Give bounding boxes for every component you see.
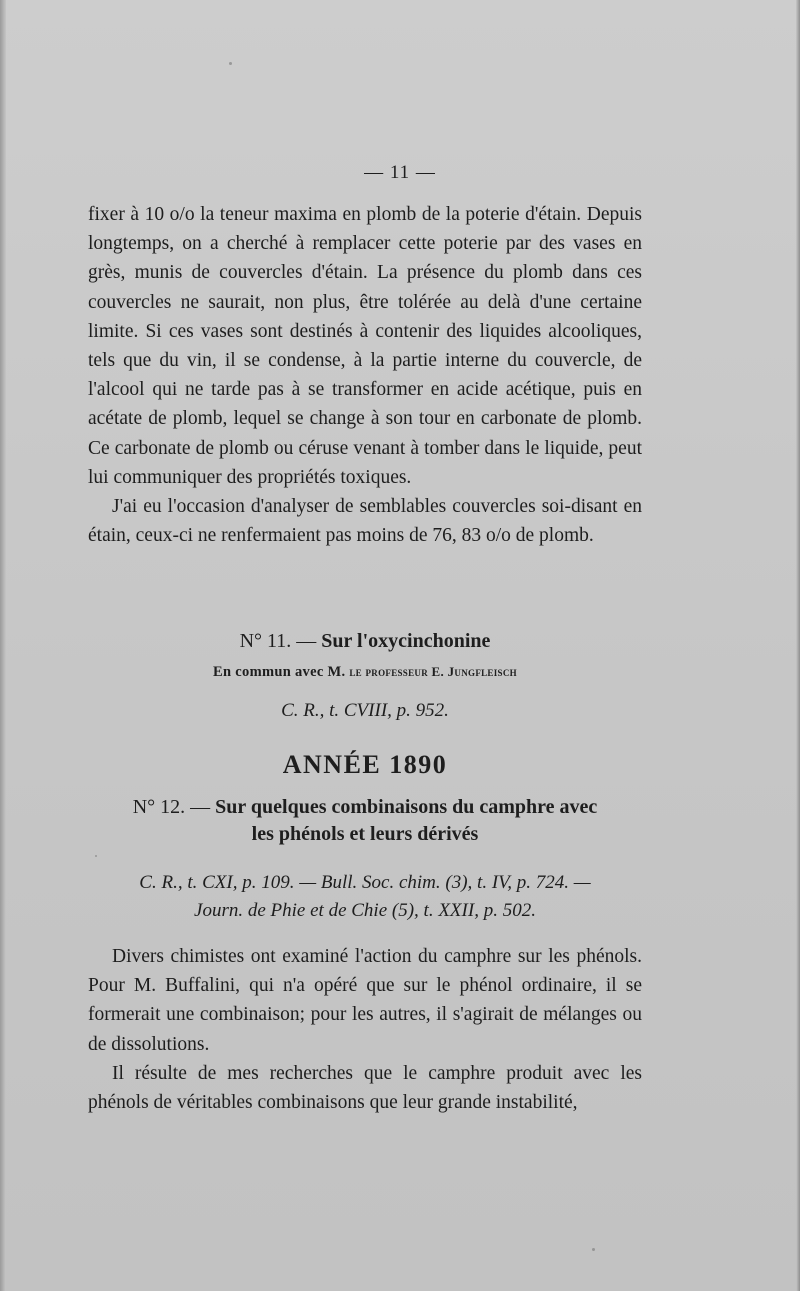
paper-speck (592, 1248, 595, 1251)
intro-text (88, 200, 642, 550)
section-12-reference (88, 869, 642, 925)
section-11-heading (88, 630, 642, 653)
section-12-title-part-1: Sur quelques combinaisons du camphre avec (215, 796, 598, 818)
intro-paragraph-1: fixer à 10 o/o la teneur maxima en plomb de la poterie d'étain. Depuis longtemps, on a cherché à remplacer cette poterie par des vases en grès, munis de couvercles d'étain. La présence du plomb dans ces couvercles ne saurait, non plus, être tolérée au delà d'une certaine limite. Si ces vases sont destinés à contenir des liquides alcooliques, tels que du vin, il se condense, à la partie interne du couvercle, de l'alcool qui ne tarde pas à se transformer en acide acétique, puis en acétate de plomb, lequel se change à son tour en carbonate de plomb. Ce carbonate de plomb ou céruse venant à tomber dans le liquide, peut lui communiquer des propriétés toxiques. (88, 204, 642, 488)
intro-paragraph-2: J'ai eu l'occasion d'analyser de semblables couvercles soi-disant en étain, ceux-ci ne renfermaient pas moins de 76, 83 o/o de plomb. (88, 496, 642, 547)
collab-prefix: En commun avec M. (213, 664, 346, 680)
section-12-reference-line-1: C. R., t. CXI, p. 109. — Bull. Soc. chim. (3), t. IV, p. 724. — (139, 872, 591, 893)
section-12-heading (88, 794, 642, 848)
page-edge-right (796, 0, 800, 1291)
section-12-reference-line-2: Journ. de Phie et de Chie (5), t. XXII, p. 502. (194, 900, 536, 921)
collab-name: le professeur E. Jungfleisch (349, 664, 517, 679)
section-12-title-line-2: les phénols et leurs dérivés (251, 823, 479, 845)
paper-speck (95, 855, 97, 857)
paper-speck (229, 62, 232, 65)
section-12-title-line-1 (88, 794, 642, 821)
page-number: — 11 — (364, 162, 436, 183)
section-11-title: Sur l'oxycinchonine (321, 630, 491, 652)
closing-paragraph-1: Divers chimistes ont examiné l'action du camphre sur les phénols. Pour M. Buffalini, qui n'a opéré que sur le phénol ordinaire, il se formerait une combinaison; pour les autres, il s'agirait de mélanges ou de dissolutions. (88, 946, 642, 1055)
page-edge-left (0, 0, 6, 1291)
year-heading: ANNÉE 1890 (282, 750, 448, 779)
section-11-collaboration (88, 664, 642, 681)
section-11-number: N° 11. — (239, 630, 317, 652)
closing-text (88, 942, 642, 1117)
section-12-number: N° 12. — (132, 796, 211, 818)
section-11-reference: C. R., t. CVIII, p. 952. (281, 700, 449, 721)
closing-paragraph-2: Il résulte de mes recherches que le camphre produit avec les phénols de véritables combinaisons que leur grande instabilité, (88, 1062, 642, 1114)
